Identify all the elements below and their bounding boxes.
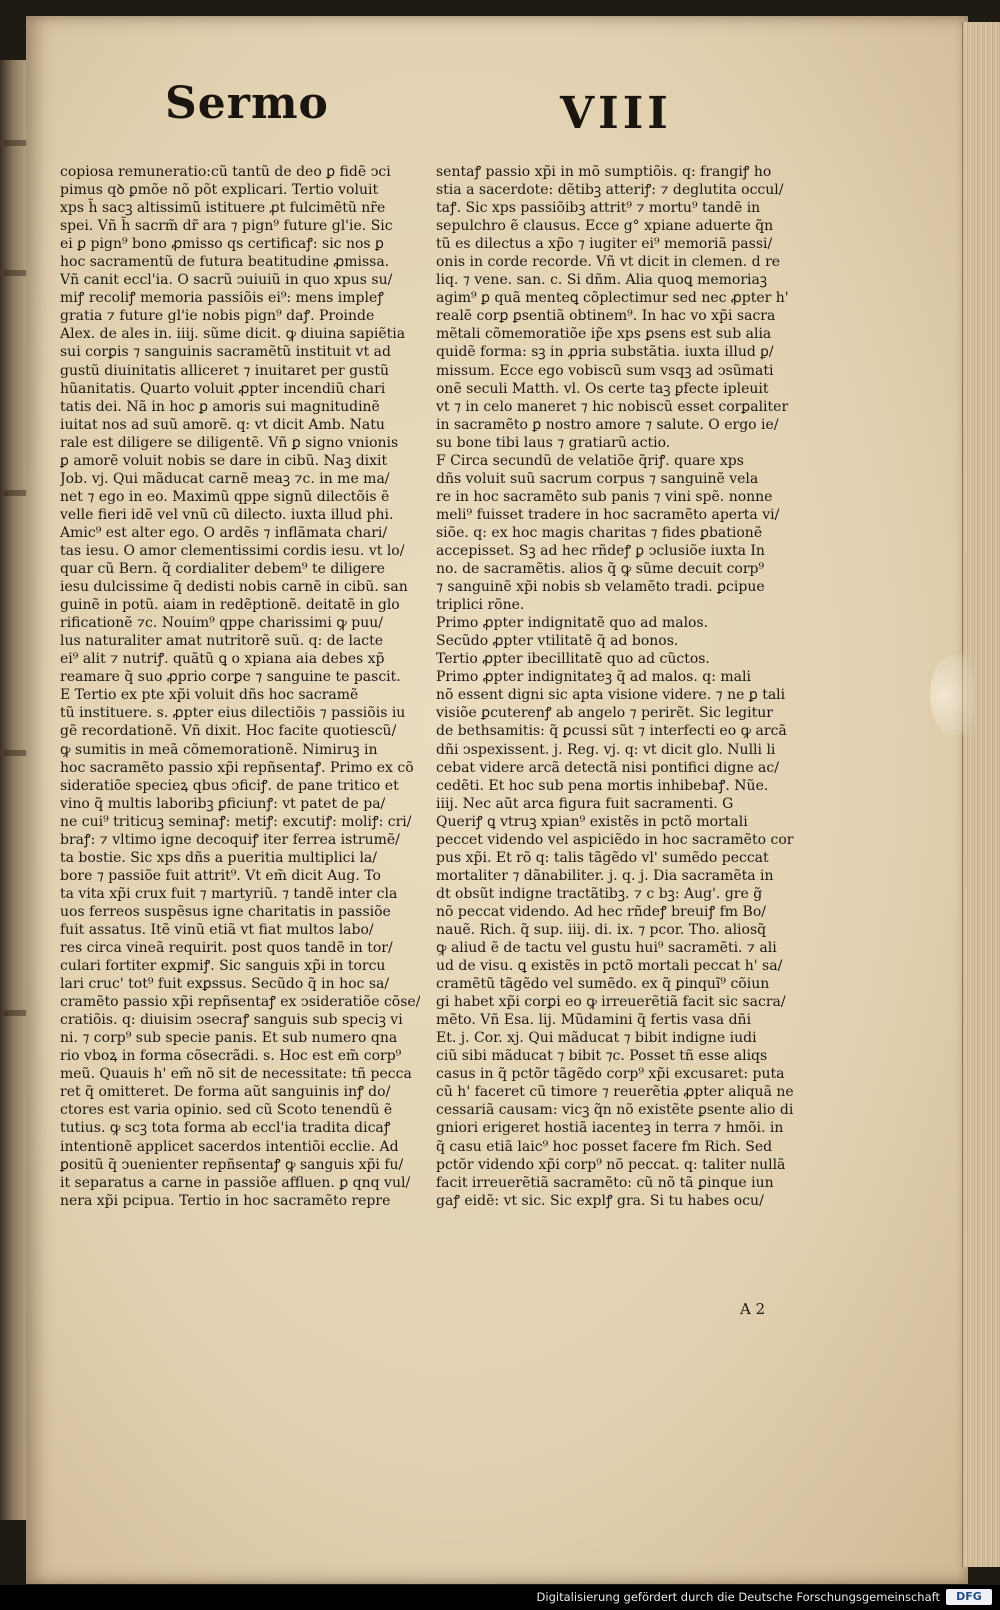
text-line: iiij. Nec aũt arca figura fuit sacramenti. G — [436, 795, 734, 812]
text-line: quar cũ Bern. q̃ cordialiter debem⁹ te diligere — [60, 561, 385, 578]
text-line: Primo ꝓpter indignitateꝫ q̃ ad malos. q: mali — [436, 669, 751, 686]
page-clasp-mark — [930, 655, 975, 735]
text-line: Et. j. Cor. xj. Qui mãducat ⁊ bibit indigne iudi — [436, 1030, 757, 1047]
text-line: taꝭ. Sic xps passiõibꝫ attrit⁹ ⁊ mortu⁹ tandẽ in — [436, 200, 761, 217]
text-line: braꝭ: ⁊ vltimo igne decoquiꝭ iter ferrea istrumẽ/ — [60, 831, 400, 848]
text-line: sui corꝑis ⁊ sanguinis sacramẽtũ instituit vt ad — [60, 344, 391, 361]
text-line: pctõr videndo xp̃i corp⁹ nõ peccat. q: taliter nullã — [436, 1156, 786, 1173]
text-line: ꝑositũ q̃ ↄuenienter repñsentaꝭ ꝙ sanguis xp̃i fu/ — [60, 1156, 404, 1173]
text-line: sideratiõe specieꝝ qbus ↄficiꝭ. de pane tritico et — [60, 777, 399, 794]
text-line: spei. Vñ h̃ sacrm̃ dr̃ ara ⁊ pign⁹ future gl'ie. Sic — [60, 218, 393, 235]
text-line: Vñ canit eccl'ia. O sacrũ ↄuiuiũ in quo xpus su/ — [60, 272, 393, 289]
text-line: mẽto. Vñ Esa. lij. Mũdamini q̃ fertis vasa dñi — [436, 1012, 752, 1029]
text-line: ꝙ aliud ẽ de tactu vel gustu hui⁹ sacramẽti. ⁊ ali — [436, 940, 777, 957]
text-line: onẽ seculi Matth. vl. Os certe taꝫ ꝑfecte ipleuit — [436, 380, 769, 397]
text-line: guinẽ in potũ. aiam in redẽptionẽ. deitatẽ in glo — [60, 597, 400, 614]
text-line: cũ h' faceret cũ timore ⁊ reuerẽtia ꝓpter aliquã ne — [436, 1084, 794, 1101]
text-line: gniori erigeret hostiã iacenteꝫ in terra ⁊ hmõi. in — [436, 1120, 784, 1137]
text-line: res circa vineã requirit. post quos tandẽ in tor/ — [60, 940, 393, 957]
text-line: cramẽtũ tãgẽdo vel sumẽdo. ex q̃ ꝑinquĩ⁹ cõiun — [436, 976, 770, 993]
text-line: gi habet xp̃i corꝑi eo ꝙ irreuerẽtiã facit sic sacra/ — [436, 994, 786, 1011]
text-line: ꝑ amorẽ voluit nobis se dare in cibũ. Naꝫ dixit — [60, 452, 388, 469]
text-line: Job. vj. Qui mãducat carnẽ meaꝫ ⁊c. in me ma/ — [60, 470, 390, 487]
text-line: culari fortiter exꝑmiꝭ. Sic sanguis xp̃i in torcu — [60, 958, 386, 975]
footer-bar — [0, 1585, 1000, 1610]
text-line: Tertio ꝓpter ibecillitatẽ quo ad cũctos. — [436, 651, 710, 668]
text-column-right — [436, 163, 821, 1210]
text-line: Primo ꝓpter indignitatẽ quo ad malos. — [436, 615, 709, 632]
text-line: cedẽti. Et hoc sub pena mortis inhibebaꝭ. Nũe. — [436, 777, 769, 794]
text-line: cessariã causam: vicꝫ q̃n nõ existẽte ꝑsente alio di — [436, 1102, 794, 1119]
text-line: missum. Ecce ego vobiscũ sum vsqꝫ ad ↄsũmati — [436, 362, 774, 379]
text-line: Amic⁹ est alter ego. O ardẽs ⁊ inflãmata chari/ — [60, 524, 388, 541]
text-line: Alex. de ales in. iiij. sũme dicit. ꝙ diuina sapiẽtia — [60, 326, 406, 343]
text-line: ei⁹ alit ⁊ nutriꝭ. quãtũ ꝗ o xpiana aia debes xp̃ — [60, 651, 385, 668]
text-column-left — [60, 163, 420, 1210]
text-line: ta vita xp̃i crux fuit ⁊ martyriũ. ⁊ tandẽ inter cla — [60, 885, 398, 902]
text-line: ni. ⁊ corp⁹ sub specie panis. Et sub numero qna — [60, 1030, 398, 1047]
dfg-logo: DFG — [946, 1589, 992, 1605]
text-line: tas iesu. O amor clementissimi cordis iesu. vt lo/ — [60, 542, 405, 559]
text-line: hoc sacramẽto passio xp̃i repñsentaꝭ. Primo ex cõ — [60, 759, 414, 776]
text-line: rale est diligere se diligentẽ. Vñ ꝑ signo vnionis — [60, 434, 399, 451]
text-line: pus xp̃i. Et rõ q: talis tãgẽdo vl' sumẽdo peccat — [436, 849, 769, 866]
text-line: bore ⁊ passiõe fuit attrit⁹. Vt em̃ dicit Aug. To — [60, 867, 381, 884]
text-line: triplici rõne. — [436, 597, 525, 614]
text-line: ret q̃ omitteret. De forma aũt sanguinis inꝭ do/ — [60, 1084, 391, 1101]
running-head-left: Sermo — [165, 78, 329, 129]
text-line: ꝙ sumitis in meã cõmemorationẽ. Nimiruꝫ in — [60, 741, 378, 758]
text-line: su bone tibi laus ⁊ gratiarũ actio. — [436, 434, 671, 451]
text-line: vino q̃ multis laboribꝫ ꝑficiunꝭ: vt patet de pa/ — [60, 795, 386, 812]
text-line: dñs voluit suũ sacrum corpus ⁊ sanguinẽ vela — [436, 470, 759, 487]
text-line: hoc sacramentũ de futura beatitudine ꝓmissa. — [60, 254, 390, 271]
text-line: quidẽ forma: sꝫ in ꝓpria substãtia. iuxta illud ꝑ/ — [436, 344, 774, 361]
text-line: q̃ casu etiã laic⁹ hoc posset facere fm Rich. Sed — [436, 1138, 773, 1155]
text-line: visiõe ꝑcuterenꝭ ab angelo ⁊ perirẽt. Sic legitur — [436, 705, 773, 722]
text-line: accepisset. Sꝫ ad hec rñdeꝭ ꝑ ↄclusiõe iuxta In — [436, 542, 765, 559]
text-line: casus in q̃ pctõr tãgẽdo corp⁹ xp̃i excusaret: puta — [436, 1066, 785, 1083]
text-line: tũ instituere. s. ꝓpter eius dilectiõis ⁊ passiõis iu — [60, 705, 406, 722]
text-line: ctores est varia opinio. sed cũ Scoto tenendũ ẽ — [60, 1102, 393, 1119]
running-head-right: VIII — [560, 88, 672, 139]
text-line: copiosa remuneratio:cũ tantũ de deo ꝑ fidẽ ↄci — [60, 164, 391, 180]
text-line: sepulchro ẽ clausus. Ecce g° xpiane aduerte q̃n — [436, 218, 774, 235]
text-line: mẽtali cõmemoratiõe ip̃e xps ꝑsens est sub alia — [436, 326, 772, 343]
text-line: iesu dulcissime q̃ dedisti nobis carnẽ in cibũ. san — [60, 579, 408, 596]
text-line: mortaliter ⁊ dãnabiliter. j. q. j. Dia sacramẽta in — [436, 867, 774, 884]
text-line: stia a sacerdote: dẽtibꝫ atteriꝭ: ⁊ deglutita occul/ — [436, 182, 784, 199]
text-line: nõ peccat videndo. Ad hec rñdeꝭ breuiꝭ fm Bo/ — [436, 903, 766, 920]
text-line: iuitat nos ad suũ amorẽ. q: vt dicit Amb. Natu — [60, 416, 385, 433]
footer-credit: Digitalisierung gefördert durch die Deutsche Forschungsgemeinschaft — [536, 1590, 940, 1604]
text-line: gustũ diuinitatis alliceret ⁊ inuitaret per gustũ — [60, 362, 389, 379]
text-line: dñi ↄspexissent. j. Reg. vj. q: vt dicit glo. Nulli li — [436, 741, 776, 758]
text-line: lus naturaliter amat nutritorẽ suũ. q: de lacte — [60, 633, 384, 650]
text-line: miꝭ recoliꝭ memoria passiõis ei⁹: mens impleꝭ — [60, 290, 384, 307]
text-line: fuit assatus. Itẽ vinũ etiã vt fiat multos labo/ — [60, 921, 374, 938]
text-line: tutius. ꝙ scꝫ tota forma ab eccl'ia tradita dicaꝭ — [60, 1120, 391, 1137]
text-line: sentaꝭ passio xp̃i in mõ sumptiõis. q: frangiꝭ ho — [436, 164, 772, 180]
text-line: velle fieri idẽ vel vnũ cũ dilecto. iuxta illud phi. — [60, 506, 394, 523]
text-line: agim⁹ ꝑ quã menteꝗ cõplectimur sed nec ꝓpter h' — [436, 290, 789, 307]
text-line: cramẽto passio xp̃i repñsentaꝭ ex ↄsideratiõe cõse/ — [60, 994, 420, 1011]
text-line: ud de visu. ꝗ existẽs in pctõ mortali peccat h' sa/ — [436, 958, 783, 975]
text-line: hũanitatis. Quarto voluit ꝓpter incendiũ chari — [60, 380, 386, 397]
text-line: vt ⁊ in celo maneret ⁊ hic nobiscũ esset corꝑaliter — [436, 398, 789, 415]
text-line: it separatus a carne in passiõe affluen. ꝑ qnq vul/ — [60, 1174, 411, 1191]
text-line: gẽ recordationẽ. Vñ dixit. Hoc facite quotiescũ/ — [60, 723, 397, 740]
text-line: meũ. Quauis h' em̃ nõ sit de necessitate: tñ pecca — [60, 1066, 412, 1083]
text-line: Queriꝭ ꝗ vtruꝫ xpian⁹ existẽs in pctõ mortali — [436, 813, 748, 830]
text-line: net ⁊ ego in eo. Maximũ qppe signũ dilectõis ẽ — [60, 488, 390, 505]
text-line: rio vboꝝ in forma cõsecrãdi. s. Hoc est em̃ corp⁹ — [60, 1048, 402, 1065]
text-line: siõe. q: ex hoc magis charitas ⁊ fides ꝑbationẽ — [436, 524, 763, 541]
text-line: dt obsũt indigne tractãtibꝫ. ⁊ c bꝫ: Aug'. gre g̃ — [436, 885, 763, 902]
text-line: pimus qꝺ ꝑmõe nõ põt explicari. Tertio voluit — [60, 182, 379, 199]
text-line: peccet videndo vel aspiciẽdo in hoc sacramẽto cor — [436, 831, 794, 848]
text-line: in sacramẽto ꝑ nostro amore ⁊ salute. O ergo ie/ — [436, 416, 779, 433]
text-line: xps h̃ sacꝫ altissimũ istituere ꝓt fulcimẽtũ nr̃e — [60, 200, 386, 217]
text-line: nauẽ. Rich. q̃ sup. iiij. di. ix. ⁊ pcor. Tho. aliosq̃ — [436, 921, 767, 938]
text-line: F Circa secundũ de velatiõe q̃riꝭ. quare xps — [436, 452, 744, 469]
text-line: tũ es dilectus a xp̃o ⁊ iugiter ei⁹ memoriã passi/ — [436, 236, 773, 253]
text-line: lari cruc' tot⁹ fuit exꝑssus. Secũdo q̃ in hoc sa/ — [60, 976, 390, 993]
text-line: re in hoc sacramẽto sub panis ⁊ vini spẽ. nonne — [436, 488, 773, 505]
text-line: gratia ⁊ future gl'ie nobis pign⁹ daꝭ. Proinde — [60, 308, 375, 325]
text-line: nera xp̃i pcipua. Tertio in hoc sacramẽto repre — [60, 1192, 391, 1209]
text-line: realẽ corꝑ ꝑsentiã obtinem⁹. In hac vo xp̃i sacra — [436, 308, 776, 325]
text-line: intentionẽ applicet sacerdos intentiõi ecclie. Ad — [60, 1138, 399, 1155]
signature-mark: A 2 — [740, 1300, 766, 1318]
text-line: Secũdo ꝓpter vtilitatẽ q̃ ad bonos. — [436, 633, 679, 650]
text-line: cebat videre arcã detectã nisi pontifici digne ac/ — [436, 759, 779, 776]
text-line: reamare q̃ suo ꝓprio corꝑe ⁊ sanguine te pascit. — [60, 669, 401, 686]
text-line: ciũ sibi mãducat ⁊ bibit ⁊c. Posset tñ esse aliqs — [436, 1048, 768, 1065]
text-line: tatis dei. Nã in hoc ꝑ amoris sui magnitudinẽ — [60, 398, 380, 415]
text-line: facit irreuerẽtiã sacramẽto: cũ nõ tã ꝑinque iun — [436, 1174, 774, 1191]
text-line: ⁊ sanguinẽ xp̃i nobis sb velamẽto tradi. ꝑcipue — [436, 579, 765, 596]
text-line: nõ essent digni sic apta visione videre. ⁊ ne ꝑ tali — [436, 687, 786, 704]
text-line: gaꝭ eidẽ: vt sic. Sic explꝭ gra. Si tu habes ocu/ — [436, 1192, 764, 1209]
page-fore-edge — [962, 22, 1000, 1567]
text-line: onis in corde recorde. Vñ vt dicit in clemen. d re — [436, 254, 781, 271]
text-line: meli⁹ fuisset tradere in hoc sacramẽto aperta vi/ — [436, 506, 780, 523]
text-line: ta bostie. Sic xps dñs a pueritia multiplici la/ — [60, 849, 377, 866]
text-line: de bethsamitis: q̃ ꝑcussi sũt ⁊ interfecti eo ꝙ arcã — [436, 723, 787, 740]
text-line: E Tertio ex pte xp̃i voluit dñs hoc sacramẽ — [60, 687, 359, 704]
text-line: ne cui⁹ triticuꝫ seminaꝭ: metiꝭ: excutiꝭ: moliꝭ: cri/ — [60, 813, 412, 830]
text-line: cratiõis. q: diuisim ↄsecraꝭ sanguis sub speciꝫ vi — [60, 1012, 403, 1029]
text-line: ei ꝑ pign⁹ bono ꝓmisso qs certificaꝭ: sic nos ꝑ — [60, 236, 384, 253]
text-line: no. de sacramẽtis. alios q̃ ꝙ sũme decuit corp⁹ — [436, 561, 765, 578]
text-line: liq. ⁊ vene. san. c. Si dñm. Alia quoꝗ memoriaꝫ — [436, 272, 768, 289]
text-line: uos ferreos suspẽsus igne charitatis in passiõe — [60, 903, 391, 920]
text-line: rificationẽ ⁊c. Nouim⁹ qppe charissimi ꝙ puu/ — [60, 615, 383, 632]
